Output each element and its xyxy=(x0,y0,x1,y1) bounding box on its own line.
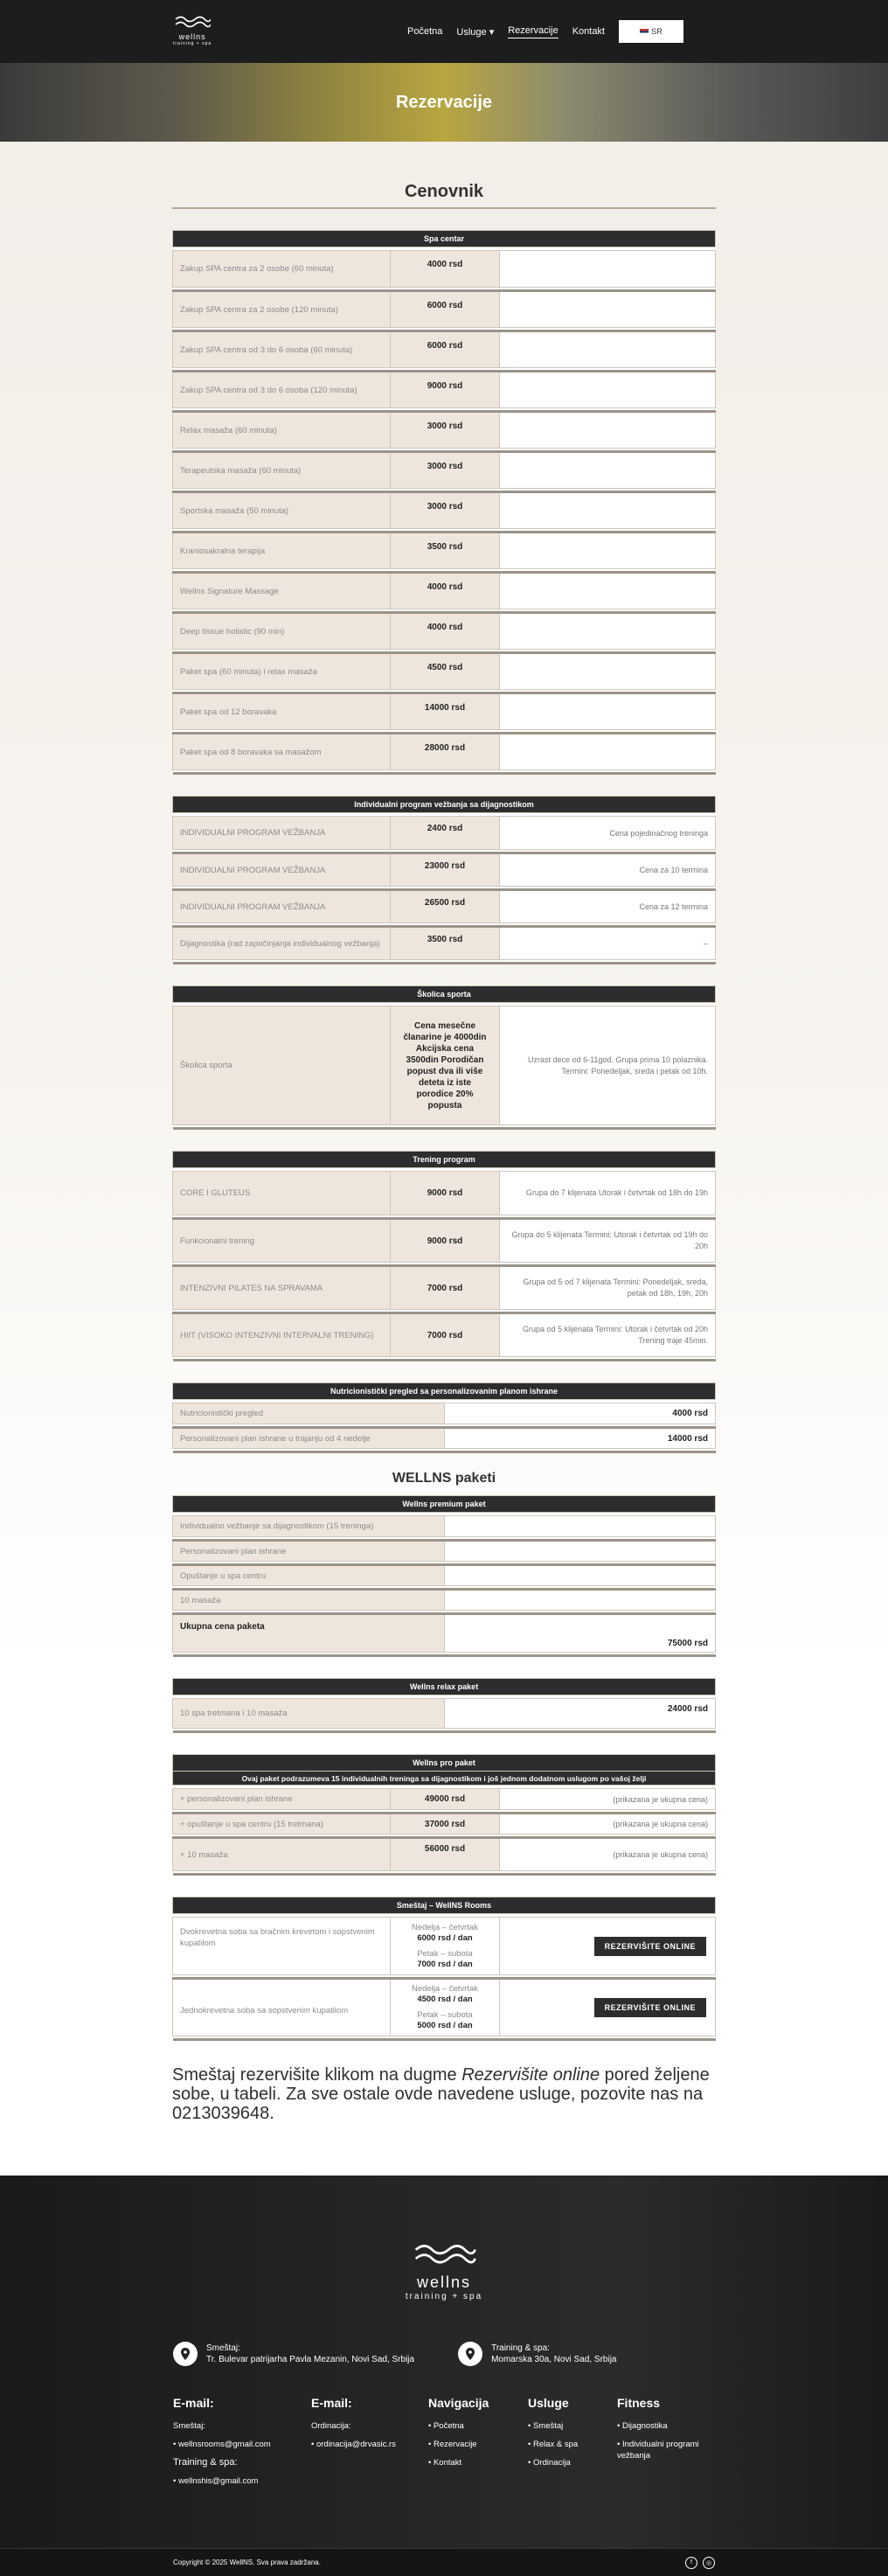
table-row xyxy=(173,412,716,449)
spa-price-table xyxy=(172,230,716,775)
packages-title: WELLNS paketi xyxy=(392,1471,496,1486)
nav-item-rezervacije[interactable]: Rezervacije xyxy=(508,25,558,38)
table-row xyxy=(173,1838,716,1871)
footer-link[interactable]: • Smeštaj xyxy=(528,2421,564,2431)
table-title: Trening program xyxy=(173,1152,716,1168)
training-program-table xyxy=(172,1151,716,1361)
footer-addresses xyxy=(173,2342,715,2366)
table-title: Individualni program vežbanja sa dijagnostikom xyxy=(173,797,716,813)
table-title: Nutricionistički pregled sa personalizovanim planom ishrane xyxy=(173,1383,716,1400)
service-price: 3000 rsd xyxy=(391,452,500,489)
table-row xyxy=(173,890,716,923)
service-info xyxy=(500,693,716,730)
footer-logo[interactable] xyxy=(173,2244,715,2301)
service-info xyxy=(500,573,716,609)
footer-col-title: Fitness xyxy=(617,2396,661,2410)
service-info xyxy=(500,653,716,690)
language-select[interactable] xyxy=(619,20,683,43)
address-text: Momarska 30a, Novi Sad, Srbija xyxy=(491,2355,617,2364)
table-row xyxy=(173,1172,716,1215)
package-item-value xyxy=(445,1565,716,1586)
location-pin-icon xyxy=(173,2342,198,2366)
address-label: Smeštaj: xyxy=(206,2343,240,2353)
package-note: (prikazana je ukupna cena) xyxy=(500,1789,716,1810)
service-name: INDIVIDUALNI PROGRAM VEŽBANJA xyxy=(173,890,391,923)
service-price: 9000 rsd xyxy=(391,1219,500,1263)
room-prices xyxy=(391,1979,500,2036)
table-row xyxy=(173,251,716,288)
room-days: Nedelja – četvrtak xyxy=(411,1984,479,1994)
service-info xyxy=(500,251,716,288)
service-info: Grupa do 5 klijenata Termini: Utorak i četvrtak od 19h do 20h xyxy=(500,1219,716,1263)
package-option: + opuštanje u spa centru (15 tretmana) xyxy=(173,1814,391,1835)
package-option: + personalizovani plan ishrane xyxy=(173,1789,391,1810)
footer-columns xyxy=(173,2396,715,2494)
footer-link[interactable]: • Dijagnostika xyxy=(617,2421,668,2431)
service-price: 3000 rsd xyxy=(391,492,500,529)
service-price: 9000 rsd xyxy=(391,1172,500,1215)
site-footer xyxy=(0,2176,888,2576)
table-row xyxy=(173,1428,716,1449)
reservation-note xyxy=(172,2065,716,2123)
service-name: CORE I GLUTEUS xyxy=(173,1172,391,1215)
service-info: Cena za 12 termina xyxy=(500,890,716,923)
main-content xyxy=(0,142,888,2176)
address-accommodation xyxy=(173,2342,414,2366)
service-info xyxy=(500,372,716,408)
room-price: 5000 rsd / dan xyxy=(417,2021,473,2030)
package-price: 56000 rsd xyxy=(391,1838,500,1871)
table-row xyxy=(173,1219,716,1263)
service-info xyxy=(500,492,716,529)
package-item: Individualno vežbanje sa dijagnostikom (15 treninga) xyxy=(173,1516,445,1537)
service-price: 3500 rsd xyxy=(391,927,500,960)
footer-link[interactable]: • Individualni programi vežbanja xyxy=(617,2440,699,2461)
footer-col-title: E-mail: xyxy=(173,2396,214,2410)
service-name: INTENZIVNI PILATES NA SPRAVAMA xyxy=(173,1266,391,1310)
table-title: Wellns pro paket xyxy=(173,1755,716,1772)
package-total-price: 75000 rsd xyxy=(445,1614,716,1653)
package-item: Personalizovani plan ishrane xyxy=(173,1541,445,1562)
table-row xyxy=(173,1590,716,1611)
table-row xyxy=(173,331,716,368)
note-text-a: Smeštaj rezervišite klikom na dugme xyxy=(172,2065,462,2085)
service-name: Dijagnostika (rad započinjanja individualnog vežbanja) xyxy=(173,927,391,960)
service-price: 14000 rsd xyxy=(391,693,500,730)
service-price: 28000 rsd xyxy=(391,734,500,770)
service-name: Paket spa (60 minuta) i relax masaža xyxy=(173,653,391,690)
footer-col-email-1 xyxy=(173,2396,287,2494)
table-row xyxy=(173,573,716,609)
footer-link[interactable]: • Relax & spa xyxy=(528,2440,579,2449)
service-name: Relax masaža (60 minuta) xyxy=(173,412,391,449)
table-row xyxy=(173,693,716,730)
brand-name: wellns xyxy=(178,32,206,41)
footer-col-title: Usluge xyxy=(528,2396,569,2410)
service-name: Paket spa od 8 boravaka sa masažom xyxy=(173,734,391,770)
package-note: (prikazana je ukupna cena) xyxy=(500,1838,716,1871)
service-name: Zakup SPA centra za 2 osobe (60 minuta) xyxy=(173,251,391,288)
serbian-flag-icon xyxy=(640,29,649,35)
table-row xyxy=(173,1814,716,1835)
language-label: SR xyxy=(651,27,663,36)
package-item: Opuštanje u spa centru xyxy=(173,1565,445,1586)
room-days: Petak – subota xyxy=(417,2010,473,2020)
service-name: Kraniosakralna terapija xyxy=(173,533,391,569)
service-name: Personalizovani plan ishrane u trajanju od 4 nedelje xyxy=(173,1428,445,1449)
chevron-down-icon: ▾ xyxy=(489,26,495,38)
service-name: Zakup SPA centra od 3 do 6 osoba (120 minuta) xyxy=(173,372,391,408)
footer-bottom-bar xyxy=(0,2548,888,2576)
service-info xyxy=(500,412,716,449)
service-price: 3500 rsd xyxy=(391,533,500,569)
service-name: Sportska masaža (50 minuta) xyxy=(173,492,391,529)
service-price: 14000 rsd xyxy=(445,1428,716,1449)
site-header xyxy=(0,0,888,63)
service-price: 7000 rsd xyxy=(391,1313,500,1357)
room-days: Nedelja – četvrtak xyxy=(411,1922,479,1932)
room-name: Dvokrevetna soba sa bračnim krevetom i sopstvenim kupatilom xyxy=(173,1918,391,1975)
table-row xyxy=(173,492,716,529)
service-price: 23000 rsd xyxy=(391,853,500,887)
room-prices xyxy=(391,1918,500,1975)
nav-item-usluge-label: Usluge xyxy=(456,26,487,38)
table-row xyxy=(173,533,716,569)
accommodation-table xyxy=(172,1897,716,2041)
service-price: 2400 rsd xyxy=(391,817,500,850)
service-name: HIIT (VISOKO INTENZIVNI INTERVALNI TRENING) xyxy=(173,1313,391,1357)
hero-banner xyxy=(0,63,888,142)
package-item-value xyxy=(445,1516,716,1537)
service-info: Cena pojedinačnog treninga xyxy=(500,817,716,850)
copyright-text: Copyright © 2025 WellNS. Sva prava zadržana. xyxy=(173,2559,321,2566)
main-nav xyxy=(407,20,683,43)
wave-logo-icon xyxy=(412,2244,476,2273)
service-name: Wellns Signature Massage xyxy=(173,573,391,609)
wave-logo-icon xyxy=(174,16,211,33)
table-row xyxy=(173,653,716,690)
footer-col-title: E-mail: xyxy=(311,2396,352,2410)
service-info: Grupa od 5 od 7 klijenata Termini: Ponedeljak, sreda, petak od 18h, 19h, 20h xyxy=(500,1266,716,1310)
table-row xyxy=(173,372,716,408)
service-price: 4000 rsd xyxy=(391,573,500,609)
service-info: Grupa do 7 klijenata Utorak i četvrtak od 18h do 19h xyxy=(500,1172,716,1215)
service-price: 4000 rsd xyxy=(391,251,500,288)
table-row xyxy=(173,1979,716,2036)
instagram-icon[interactable]: ◎ xyxy=(703,2557,715,2569)
service-name: Paket spa od 12 boravaka xyxy=(173,693,391,730)
footer-brand-tagline: training + spa xyxy=(405,2292,483,2301)
footer-col-services xyxy=(528,2396,593,2494)
reserve-online-button[interactable]: REZERVIŠITE ONLINE xyxy=(594,1937,706,1956)
service-info xyxy=(500,331,716,368)
table-row xyxy=(173,1516,716,1537)
table-title: Školica sporta xyxy=(173,986,716,1003)
table-row xyxy=(173,1918,716,1975)
service-price: 26500 rsd xyxy=(391,890,500,923)
service-info: Uzrast dece od 6-11god. Grupa prima 10 polaznika. Termini: Ponedeljak, sreda i petak od 10h. xyxy=(500,1006,716,1125)
brand-tagline: training + spa xyxy=(173,41,212,46)
service-name: Deep tissue holistic (90 min) xyxy=(173,613,391,650)
table-row xyxy=(173,613,716,650)
footer-email-link[interactable]: • wellnshis@gmail.com xyxy=(173,2476,259,2486)
facebook-icon[interactable]: f xyxy=(685,2557,697,2569)
table-row xyxy=(173,1789,716,1810)
service-info: Cena za 10 termina xyxy=(500,853,716,887)
footer-link[interactable]: • Ordinacija xyxy=(528,2458,571,2468)
room-action-cell xyxy=(500,1979,716,2036)
service-name: Zakup SPA centra za 2 osobe (120 minuta) xyxy=(173,291,391,328)
room-price: 6000 rsd / dan xyxy=(417,1932,473,1943)
note-text-b: pored željene sobe, u tabeli. Za sve ostale ovde navedene usluge, pozovite nas na 0213039648. xyxy=(172,2065,710,2123)
footer-brand-name: wellns xyxy=(416,2273,472,2291)
service-name: Nutricionistički pregled xyxy=(173,1403,445,1424)
premium-package-table xyxy=(172,1495,716,1657)
social-links xyxy=(685,2557,715,2569)
individual-program-table xyxy=(172,796,716,964)
table-title: Wellns relax paket xyxy=(173,1679,716,1695)
address-label: Training & spa: xyxy=(491,2343,550,2353)
service-price: 4000 rsd xyxy=(445,1403,716,1424)
table-row xyxy=(173,1266,716,1310)
table-row xyxy=(173,853,716,887)
package-item: 10 masaža xyxy=(173,1590,445,1611)
table-row xyxy=(173,734,716,770)
service-info xyxy=(500,533,716,569)
service-name: Zakup SPA centra od 3 do 6 osoba (60 minuta) xyxy=(173,331,391,368)
service-price: 9000 rsd xyxy=(391,372,500,408)
nav-item-pocetna[interactable]: Početna xyxy=(407,26,443,37)
relax-package-table xyxy=(172,1678,716,1733)
package-item-value xyxy=(445,1541,716,1562)
footer-col-navigation xyxy=(428,2396,503,2494)
package-item-value xyxy=(445,1590,716,1611)
service-price: 6000 rsd xyxy=(391,291,500,328)
address-training xyxy=(458,2342,616,2366)
service-name: Školica sporta xyxy=(173,1006,391,1125)
service-price: 4500 rsd xyxy=(391,653,500,690)
table-row xyxy=(173,452,716,489)
reserve-online-button[interactable]: REZERVIŠITE ONLINE xyxy=(594,1998,706,2017)
footer-link[interactable]: • Početna xyxy=(428,2421,464,2431)
service-info xyxy=(500,734,716,770)
service-name: INDIVIDUALNI PROGRAM VEŽBANJA xyxy=(173,817,391,850)
pro-package-table xyxy=(172,1754,716,1876)
room-price: 7000 rsd / dan xyxy=(417,1959,473,1969)
service-name: Terapeutska masaža (60 minuta) xyxy=(173,452,391,489)
package-total-label: Ukupna cena paketa xyxy=(173,1614,445,1653)
package-price: 49000 rsd xyxy=(391,1789,500,1810)
page-title: Rezervacije xyxy=(395,92,493,112)
nav-item-kontakt[interactable]: Kontakt xyxy=(572,26,605,37)
package-item: 10 spa tretmana i 10 masaža xyxy=(173,1699,445,1729)
footer-col-email-2 xyxy=(311,2396,404,2494)
service-price: Cena mesečne članarine je 4000din Akcijska cena 3500din Porodičan popust dva ili više deteta iz iste porodice 20% popusta xyxy=(391,1006,500,1125)
service-info: Grupa od 5 klijenata Termini: Utorak i četvrtak od 20h Trening traje 45min. xyxy=(500,1313,716,1357)
brand-logo[interactable] xyxy=(173,16,212,47)
footer-label: Training & spa: xyxy=(173,2457,238,2468)
footer-col-title: Navigacija xyxy=(428,2396,489,2410)
footer-label: Ordinacija: xyxy=(311,2421,351,2431)
service-price: 4000 rsd xyxy=(391,613,500,650)
table-row xyxy=(173,291,716,328)
service-info: – xyxy=(500,927,716,960)
table-title: Spa centar xyxy=(173,231,716,247)
address-text: Tr. Bulevar patrijarha Pavla Mezanin, Novi Sad, Srbija xyxy=(206,2355,415,2364)
table-row xyxy=(173,1403,716,1424)
location-pin-icon xyxy=(458,2342,482,2366)
table-title: Smeštaj – WellNS Rooms xyxy=(173,1897,716,1914)
room-price: 4500 rsd / dan xyxy=(417,1995,473,2004)
footer-col-fitness xyxy=(617,2396,713,2494)
footer-email-link[interactable]: • ordinacija@drvasic.rs xyxy=(311,2440,396,2449)
sport-school-table xyxy=(172,985,716,1130)
service-price: 7000 rsd xyxy=(391,1266,500,1310)
table-subtitle: Ovaj paket podrazumeva 15 individualnih treninga sa dijagnostikom i još jednom dodatnom uslugom po vašoj želji xyxy=(173,1772,716,1786)
service-info xyxy=(500,452,716,489)
room-action-cell xyxy=(500,1918,716,1975)
table-title: Wellns premium paket xyxy=(173,1496,716,1513)
table-row xyxy=(173,927,716,960)
price-list-title: Cenovnik xyxy=(172,182,716,209)
table-row xyxy=(173,1541,716,1562)
package-option: + 10 masaža xyxy=(173,1838,391,1871)
service-info xyxy=(500,613,716,650)
package-note: (prikazana je ukupna cena) xyxy=(500,1814,716,1835)
table-row xyxy=(173,1565,716,1586)
service-name: Funkcionalni trening xyxy=(173,1219,391,1263)
note-emphasis: Rezervišite online xyxy=(461,2065,600,2085)
nav-item-usluge[interactable] xyxy=(456,26,494,38)
service-name: INDIVIDUALNI PROGRAM VEŽBANJA xyxy=(173,853,391,887)
table-row xyxy=(173,817,716,850)
footer-email-link[interactable]: • wellnsrooms@gmail.com xyxy=(173,2440,271,2449)
service-price: 3000 rsd xyxy=(391,412,500,449)
package-price: 24000 rsd xyxy=(445,1699,716,1729)
footer-label: Smeštaj: xyxy=(173,2421,205,2431)
footer-link[interactable]: • Rezervacije xyxy=(428,2440,477,2449)
service-info xyxy=(500,291,716,328)
table-row xyxy=(173,1313,716,1357)
service-price: 6000 rsd xyxy=(391,331,500,368)
room-name: Jednokrevetna soba sa sopstvenim kupatilom xyxy=(173,1979,391,2036)
package-price: 37000 rsd xyxy=(391,1814,500,1835)
nutrition-table xyxy=(172,1382,716,1453)
room-days: Petak – subota xyxy=(417,1948,473,1959)
footer-link[interactable]: • Kontakt xyxy=(428,2458,462,2468)
